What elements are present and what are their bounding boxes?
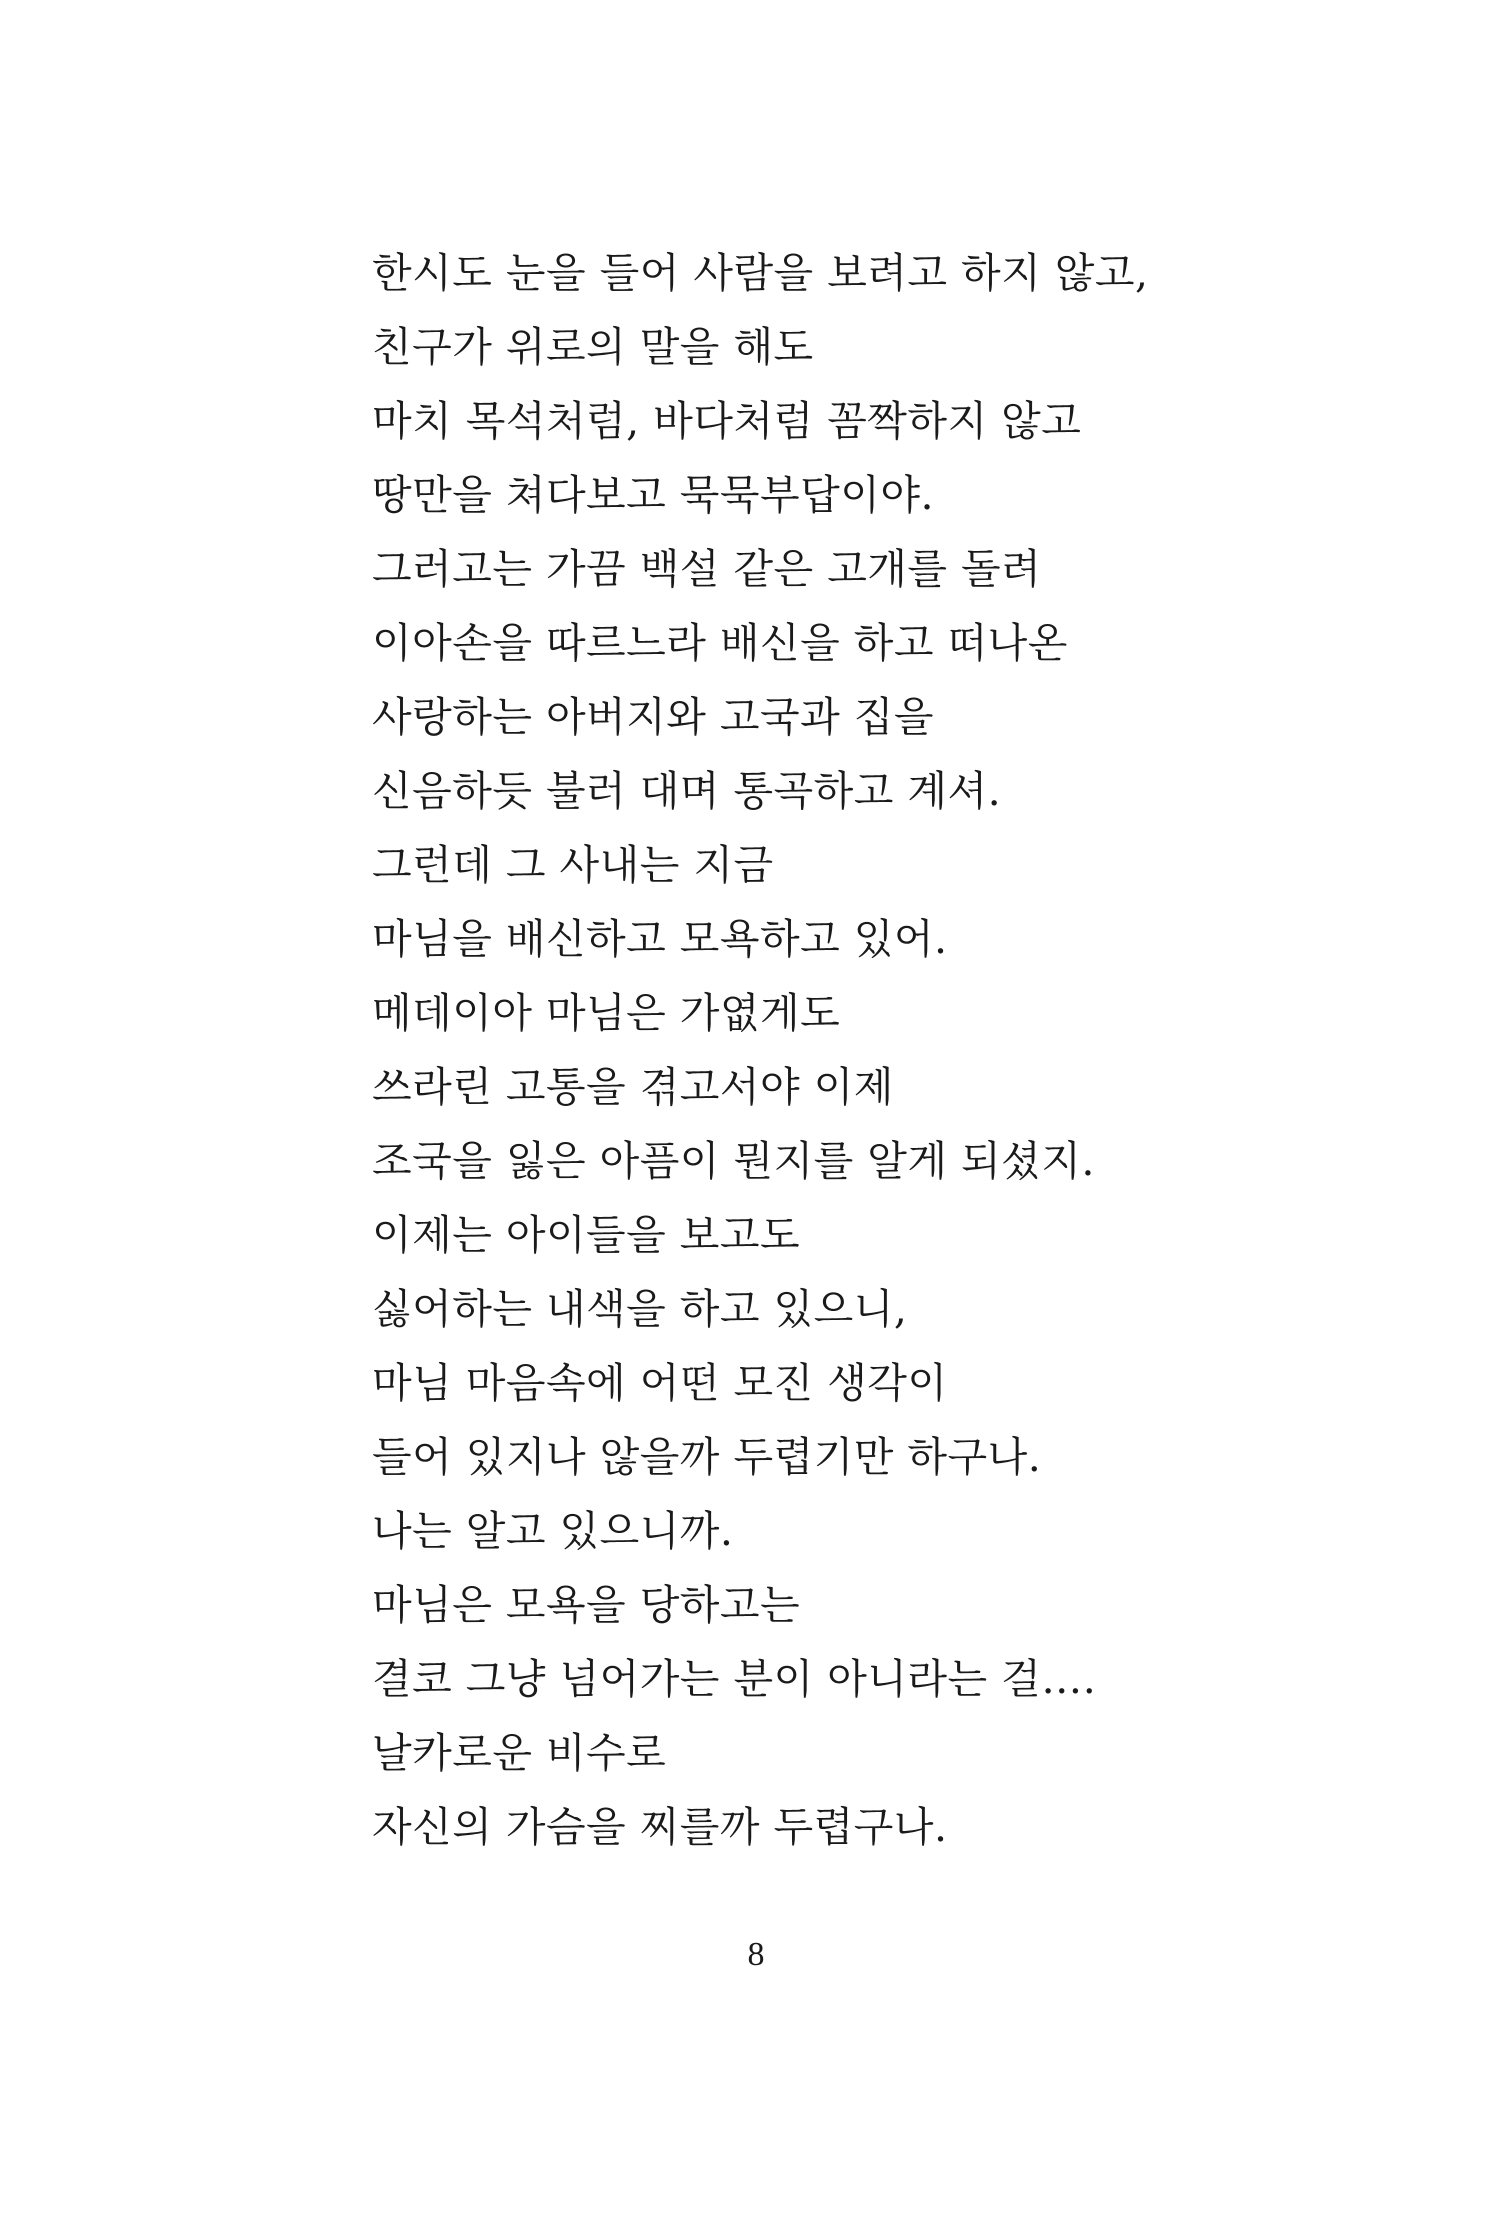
poem-line: 날카로운 비수로 <box>372 1729 667 1777</box>
poem-line: 자신의 가슴을 찌를까 두렵구나. <box>372 1803 948 1851</box>
poem-line: 쓰라린 고통을 겪고서야 이제 <box>372 1063 894 1111</box>
poem-line: 싫어하는 내색을 하고 있으니, <box>372 1285 908 1333</box>
poem-line: 마님은 모욕을 당하고는 <box>372 1581 801 1629</box>
poem-line: 이아손을 따르느라 배신을 하고 떠나온 <box>372 619 1068 667</box>
poem-line: 조국을 잃은 아픔이 뭔지를 알게 되셨지. <box>372 1137 1095 1185</box>
poem-line: 나는 알고 있으니까. <box>372 1507 734 1555</box>
poem-line: 땅만을 쳐다보고 묵묵부답이야. <box>372 471 934 519</box>
poem-line: 이제는 아이들을 보고도 <box>372 1211 801 1259</box>
poem-line: 그러고는 가끔 백설 같은 고개를 돌려 <box>372 545 1042 593</box>
poem-line: 사랑하는 아버지와 고국과 집을 <box>372 693 934 741</box>
poem-line: 한시도 눈을 들어 사람을 보려고 하지 않고, <box>372 249 1149 297</box>
poem-line: 마님을 배신하고 모욕하고 있어. <box>372 915 948 963</box>
poem-line: 메데이아 마님은 가엾게도 <box>372 989 841 1037</box>
poem-line: 결코 그냥 넘어가는 분이 아니라는 걸…. <box>372 1655 1097 1703</box>
poem-line: 친구가 위로의 말을 해도 <box>372 323 814 371</box>
poem-line: 들어 있지나 않을까 두렵기만 하구나. <box>372 1433 1042 1481</box>
poem-line: 신음하듯 불러 대며 통곡하고 계셔. <box>372 767 1002 815</box>
poem-line: 마님 마음속에 어떤 모진 생각이 <box>372 1359 948 1407</box>
page-number: 8 <box>747 1936 765 1973</box>
poem-text-block <box>372 236 1372 1864</box>
poem-line: 마치 목석처럼, 바다처럼 꼼짝하지 않고 <box>372 397 1082 445</box>
poem-line: 그런데 그 사내는 지금 <box>372 841 774 889</box>
